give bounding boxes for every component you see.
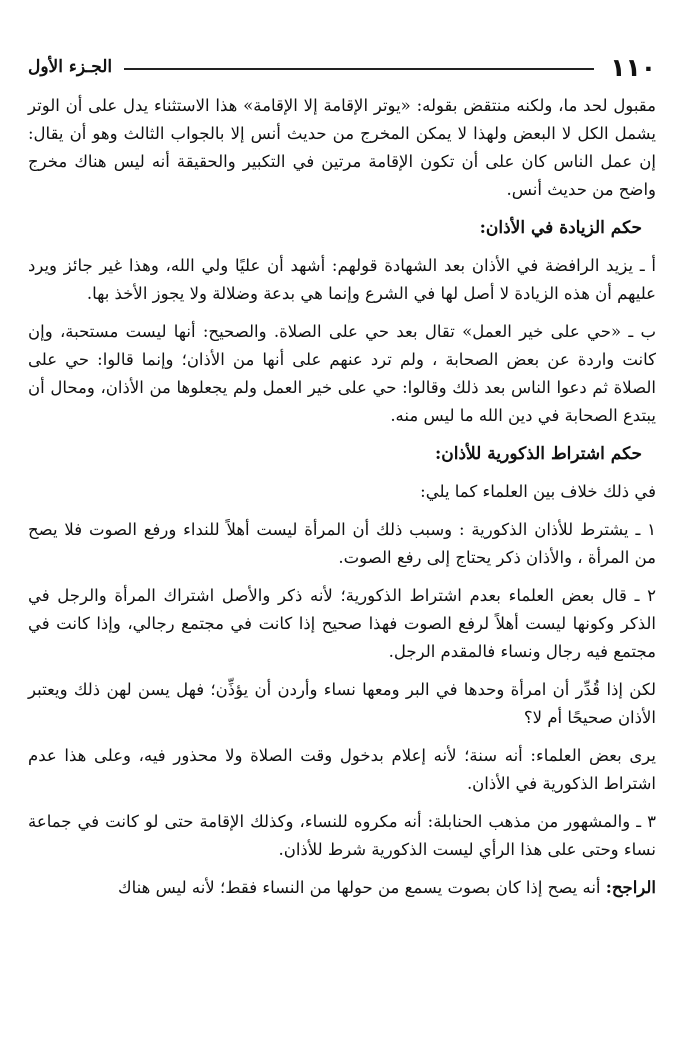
paragraph-1: مقبول لحد ما، ولكنه منتقض بقوله: «يوتر الإقامة إلا الإقامة» هذا الاستثناء يدل على أن الوتر يشمل الكل لا البعض ولهذا لا يمكن المخرج من حديث أنس إلا بالجواب الثالث وهو أن يقال: إن عمل الناس كان على أن تكون الإقامة مرتين في التكبير والحقيقة أنه ليس هناك مخرج واضح من حديث أنس.	[28, 96, 656, 199]
page-number: ١١٠	[610, 52, 656, 82]
paragraph-8: يرى بعض العلماء: أنه سنة؛ لأنه إعلام بدخول وقت الصلاة ولا محذور فيه، وعلى هذا عدم اشتراط الذكورية في الأذان.	[28, 746, 656, 793]
paragraph-4: في ذلك خلاف بين العلماء كما يلي:	[420, 482, 656, 501]
section-heading-masculinity: حكم اشتراط الذكورية للأذان:	[434, 444, 642, 464]
section-heading-addition: حكم الزيادة في الأذان:	[479, 218, 642, 238]
book-page	[28, 0, 656, 1062]
paragraph-6: ٢ ـ قال بعض العلماء بعدم اشتراط الذكورية؛ لأنه ذكر والأصل اشتراك المرأة والرجل في الذكر وكونها ليست أهلاً لرفع الصوت فهذا صحيح إذا كانت في مجتمع رجالي، وإذا كانت في مجتمع فيه رجال ونساء فالمقدم الرجل.	[28, 586, 656, 661]
paragraph-7: لكن إذا قُدِّر أن امرأة وحدها في البر ومعها نساء وأردن أن يؤذِّن؛ فهل يسن لهن ذلك ويعتبر الأذان صحيحًا أم لا؟	[28, 680, 656, 727]
page-header	[28, 50, 656, 84]
paragraph-10	[28, 874, 656, 902]
header-rule	[124, 68, 594, 70]
running-title: الجـزء الأول	[28, 57, 113, 77]
preferred-opinion-text: أنه يصح إذا كان بصوت يسمع من حولها من النساء فقط؛ لأنه ليس هناك	[118, 878, 606, 897]
preferred-opinion-label: الراجح:	[605, 878, 656, 897]
paragraph-9: ٣ ـ والمشهور من مذهب الحنابلة: أنه مكروه للنساء، وكذلك الإقامة حتى لو كانت في جماعة نساء وحتى على هذا الرأي ليست الذكورية شرط للأذان.	[28, 812, 656, 859]
paragraph-3: ب ـ «حي على خير العمل» تقال بعد حي على الصلاة. والصحيح: أنها ليست مستحبة، وإن كانت واردة عن بعض الصحابة ، ولم ترد عنهم على أنها من الأذان؛ وإنما قالوا: حي على الصلاة ثم دعوا الناس بعد ذلك وقالوا: حي على خير العمل ولم يجعلوها من الأذان، ومحال أن يبتدع الصحابة في دين الله ما ليس منه.	[28, 322, 656, 425]
page-body	[28, 92, 656, 912]
paragraph-2: أ ـ يزيد الرافضة في الأذان بعد الشهادة قولهم: أشهد أن عليًا ولي الله، وهذا غير جائز ويرد عليهم أن هذه الزيادة لا أصل لها في الشرع وإنما هي بدعة وضلالة ولا يجوز الأخذ بها.	[28, 256, 656, 303]
paragraph-5: ١ ـ يشترط للأذان الذكورية : وسبب ذلك أن المرأة ليست أهلاً للنداء ورفع الصوت فلا يصح من المرأة ، والأذان ذكر يحتاج إلى رفع الصوت.	[28, 520, 656, 567]
